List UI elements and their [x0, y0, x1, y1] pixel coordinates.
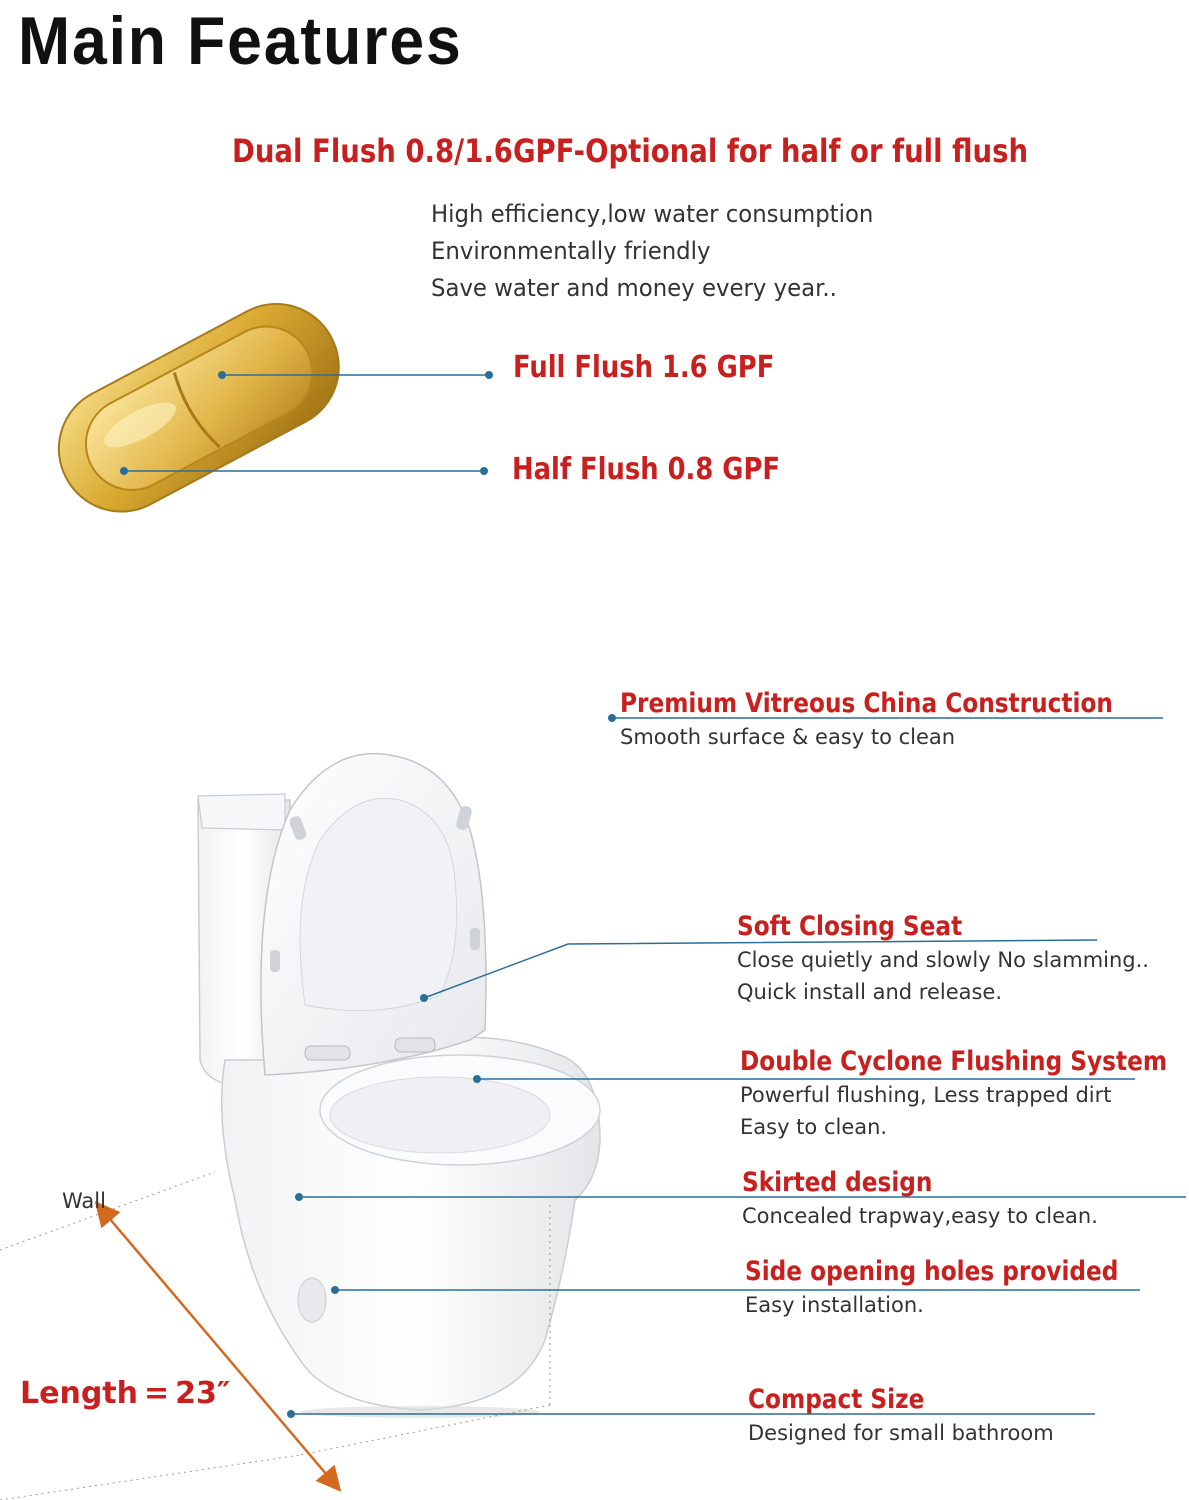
flush-desc-line: Environmentally friendly [431, 237, 711, 265]
feature-desc-line: Easy installation. [745, 1293, 924, 1317]
full-flush-label: Full Flush 1.6 GPF [513, 350, 775, 385]
feature-double-cyclone [740, 1046, 1189, 1143]
feature-skirted-design [742, 1167, 1098, 1232]
feature-compact-size [748, 1384, 1054, 1449]
feature-desc-line: Easy to clean. [740, 1115, 888, 1139]
feature-desc-line: Powerful flushing, Less trapped dirt [740, 1083, 1112, 1107]
feature-desc-line: Concealed trapway,easy to clean. [742, 1204, 1098, 1228]
flush-button-image [37, 282, 361, 533]
feature-desc-line: Close quietly and slowly No slamming.. [737, 948, 1149, 972]
feature-desc-line: Quick install and release. [737, 980, 1003, 1004]
feature-vitreous-china [620, 688, 1189, 753]
length-label: Length = 23″ [20, 1376, 231, 1411]
feature-side-opening-holes [745, 1256, 1179, 1321]
wall-label: Wall [62, 1189, 106, 1213]
feature-soft-closing-seat [737, 911, 1149, 1008]
half-flush-label: Half Flush 0.8 GPF [512, 452, 780, 487]
feature-title: Skirted design [742, 1167, 933, 1198]
feature-desc-line: Smooth surface & easy to clean [620, 725, 956, 749]
feature-desc-line: Designed for small bathroom [748, 1421, 1054, 1445]
dual-flush-heading: Dual Flush 0.8/1.6GPF-Optional for half or full flush [232, 132, 1029, 170]
feature-title: Premium Vitreous China Construction [620, 688, 1113, 719]
feature-title: Side opening holes provided [745, 1256, 1119, 1287]
toilet-image [198, 754, 600, 1418]
feature-title: Compact Size [748, 1384, 925, 1415]
feature-title: Double Cyclone Flushing System [740, 1046, 1168, 1077]
page-title: Main Features [18, 3, 463, 79]
flush-desc-line: Save water and money every year.. [431, 274, 837, 302]
flush-desc-line: High efficiency,low water consumption [431, 200, 874, 228]
feature-title: Soft Closing Seat [737, 911, 963, 942]
